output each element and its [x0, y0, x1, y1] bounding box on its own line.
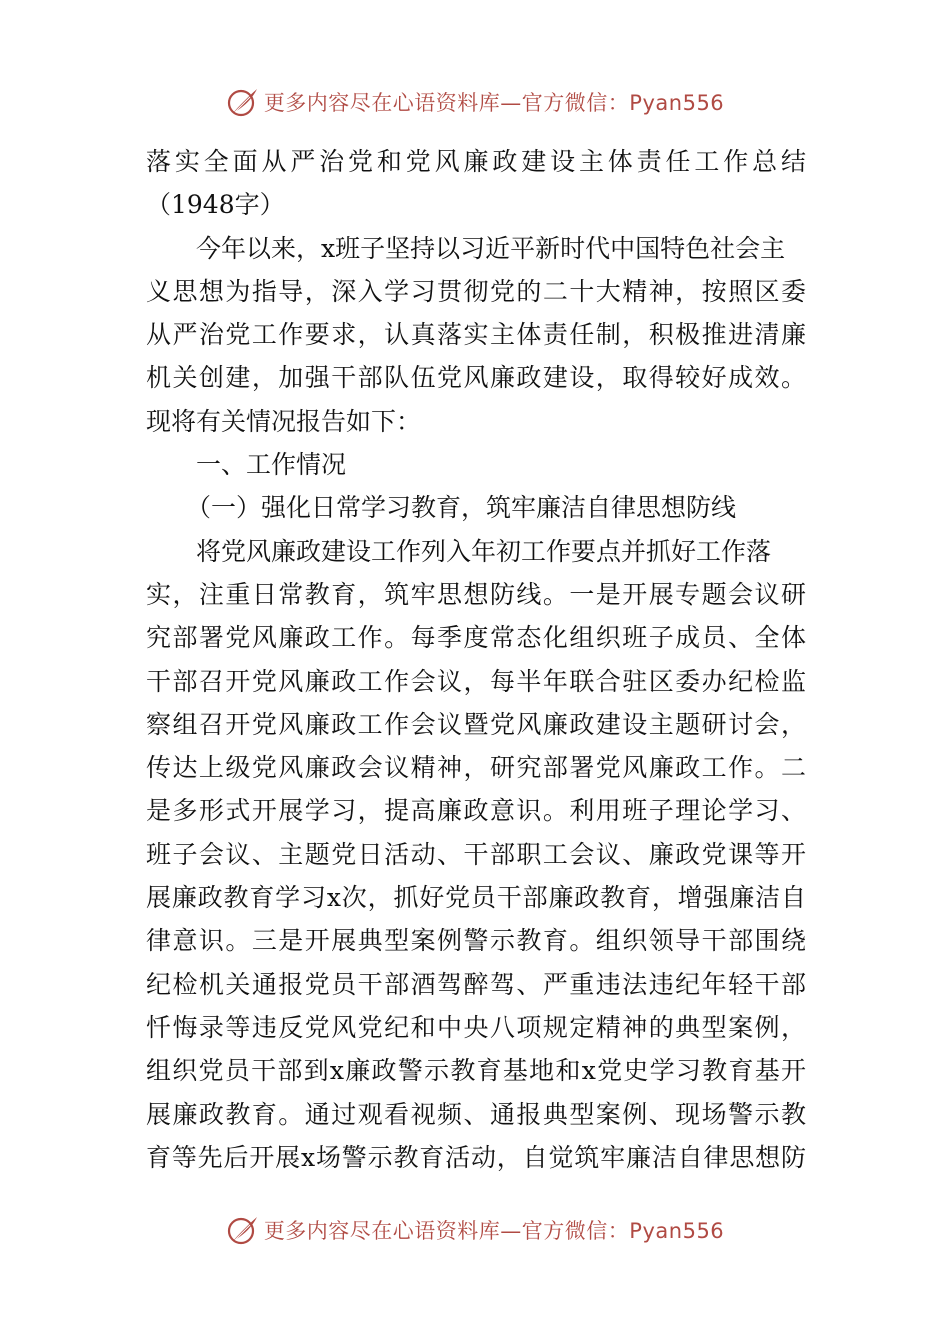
document-body: [146, 140, 806, 1179]
paragraph-line: 从严治党工作要求，认真落实主体责任制，积极推进清廉: [146, 320, 806, 350]
paragraph-line: 是多形式开展学习，提高廉政意识。利用班子理论学习、: [146, 796, 806, 826]
paragraph-line: 义思想为指导，深入学习贯彻党的二十大精神，按照区委: [146, 276, 806, 306]
paragraph-line: 实，注重日常教育，筑牢思想防线。一是开展专题会议研: [146, 579, 806, 609]
subsection-heading: （一）强化日常学习教育，筑牢廉洁自律思想防线: [186, 493, 737, 523]
paragraph-line: 律意识。三是开展典型案例警示教育。组织领导干部围绕: [146, 926, 806, 956]
paragraph-line: 传达上级党风廉政会议精神，研究部署党风廉政工作。二: [146, 753, 806, 783]
paragraph-line: 纪检机关通报党员干部酒驾醉驾、严重违法违纪年轻干部: [146, 969, 806, 999]
document-title: 落实全面从严治党和党风廉政建设主体责任工作总结: [146, 147, 806, 176]
watermark-text: 更多内容尽在心语资料库—官方微信：Pyan556: [263, 91, 725, 115]
paragraph-line: 察组召开党风廉政工作会议暨党风廉政建设主题研讨会，: [146, 709, 806, 739]
paragraph-line: 组织党员干部到x廉政警示教育基地和x党史学习教育基开: [146, 1056, 806, 1086]
paragraph-line: 育等先后开展x场警示教育活动，自觉筑牢廉洁自律思想防: [146, 1142, 806, 1172]
section-heading: 一、工作情况: [196, 450, 347, 480]
paragraph-line: 今年以来，x班子坚持以习近平新时代中国特色社会主: [196, 233, 786, 263]
watermark-banner-top: [0, 82, 950, 122]
paragraph-line: 展廉政教育学习x次，抓好党员干部廉政教育，增强廉洁自: [146, 883, 806, 913]
paragraph-line: 究部署党风廉政工作。每季度常态化组织班子成员、全体: [146, 623, 806, 653]
feather-pen-circle-icon: [226, 85, 260, 119]
paragraph-line: 展廉政教育。通过观看视频、通报典型案例、现场警示教: [146, 1099, 806, 1129]
paragraph-line: 忏悔录等违反党风党纪和中央八项规定精神的典型案例，: [146, 1012, 806, 1042]
paragraph-line: 干部召开党风廉政工作会议，每半年联合驻区委办纪检监: [146, 666, 806, 696]
watermark-text: 更多内容尽在心语资料库—官方微信：Pyan556: [263, 1219, 725, 1243]
feather-pen-circle-icon: [226, 1213, 260, 1247]
document-wordcount: （1948字）: [146, 190, 285, 220]
paragraph-line: 班子会议、主题党日活动、干部职工会议、廉政党课等开: [146, 839, 806, 869]
paragraph-line: 机关创建，加强干部队伍党风廉政建设，取得较好成效。: [146, 363, 806, 393]
watermark-banner-bottom: [0, 1210, 950, 1250]
paragraph-line: 将党风廉政建设工作列入年初工作要点并抓好工作落: [196, 536, 772, 566]
paragraph-line: 现将有关情况报告如下：: [146, 406, 422, 436]
